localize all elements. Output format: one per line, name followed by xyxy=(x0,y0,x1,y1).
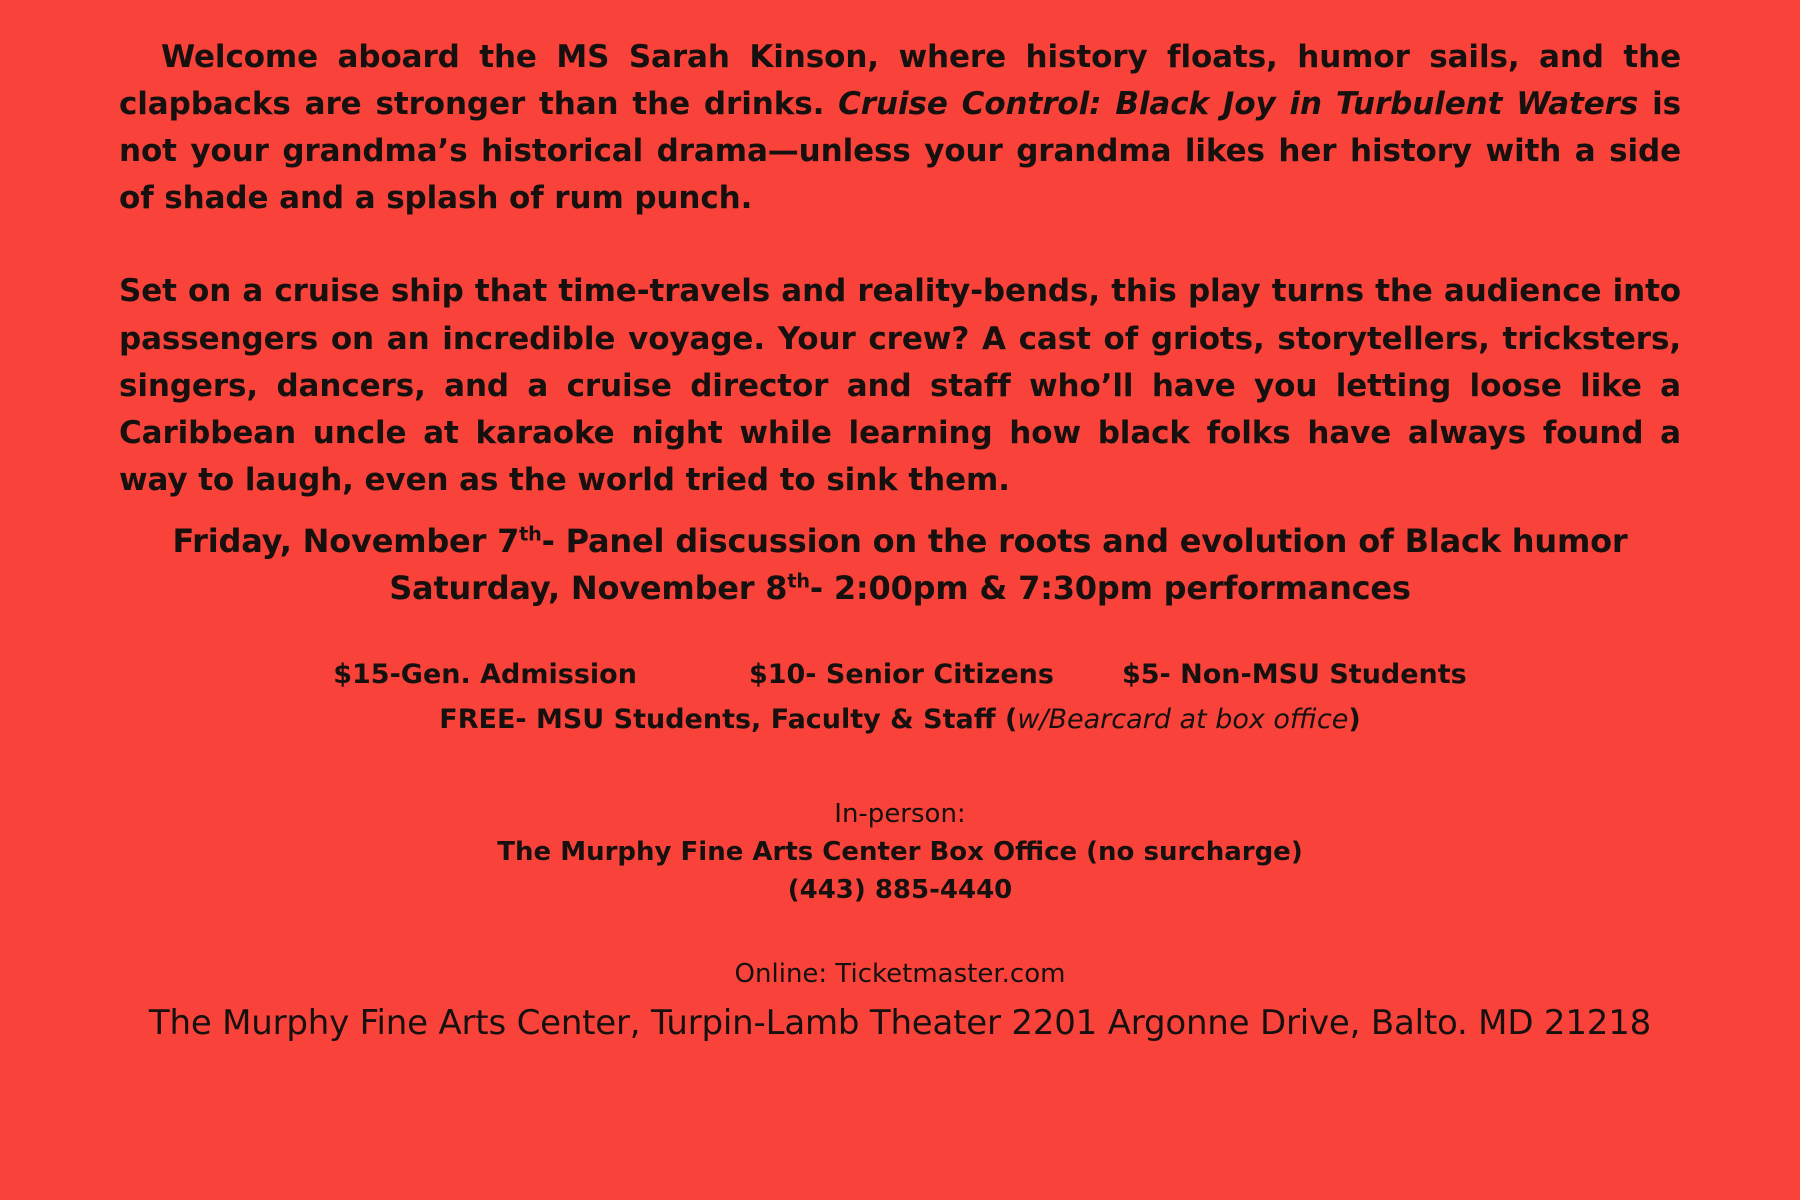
price-free-note-close: ) xyxy=(1348,703,1361,735)
price-general-admission: $15-Gen. Admission xyxy=(333,659,637,691)
venue-address: The Murphy Fine Arts Center, Turpin-Lamb Theater 2201 Argonne Drive, Balto. MD 21218 xyxy=(148,1003,1652,1044)
price-free-note: w/Bearcard at box office xyxy=(1017,703,1349,735)
price-row-free xyxy=(44,700,1756,741)
friday-date-line xyxy=(44,518,1756,565)
ticket-prices xyxy=(44,655,1756,740)
performance-dates xyxy=(44,518,1756,611)
price-senior-citizens: $10- Senior Citizens xyxy=(748,659,1054,691)
saturday-date-prefix: Saturday, November 8 xyxy=(389,568,788,607)
intro-text-after-title: is not your grandma’s historical drama—unless your grandma likes her history with a side of shade and a splash of rum punch. xyxy=(119,86,1682,217)
show-title: Cruise Control: Black Joy in Turbulent Waters xyxy=(838,86,1639,123)
in-person-label: In-person: xyxy=(834,799,966,830)
box-office-phone: (443) 885-4440 xyxy=(787,874,1013,905)
intro-paragraph xyxy=(44,34,1756,222)
saturday-date-suffix: - 2:00pm & 7:30pm performances xyxy=(809,568,1411,607)
friday-date-ordinal: th xyxy=(519,522,542,546)
box-office-name: The Murphy Fine Arts Center Box Office (no surcharge) xyxy=(497,837,1303,868)
online-ticketing: Online: Ticketmaster.com xyxy=(734,959,1066,990)
friday-date-prefix: Friday, November 7 xyxy=(172,521,520,560)
friday-date-suffix: - Panel discussion on the roots and evolution of Black humor xyxy=(541,521,1628,560)
price-row-paid xyxy=(44,655,1756,696)
synopsis-paragraph: Set on a cruise ship that time-travels and reality-bends, this play turns the audience into passengers on an incredible voyage. Your crew? A cast of griots, storytellers, tricksters, singers, dancers, and a cruise director and staff who’ll have you letting loose like a Caribbean uncle at karaoke night while learning how black folks have always found a way to laugh, even as the world tried to sink them. xyxy=(119,273,1681,498)
price-non-msu-students: $5- Non-MSU Students xyxy=(1121,659,1467,691)
contact-block xyxy=(44,796,1756,909)
price-free-msu: FREE- MSU Students, Faculty & Staff xyxy=(439,703,1005,735)
saturday-date-line xyxy=(44,565,1756,612)
intro-text-before-title: Welcome aboard the MS Sarah Kinson, where history floats, humor sails, and the clapbacks are stronger than the drinks. xyxy=(119,39,1681,123)
saturday-date-ordinal: th xyxy=(787,569,810,593)
price-free-note-open: ( xyxy=(1004,703,1018,735)
